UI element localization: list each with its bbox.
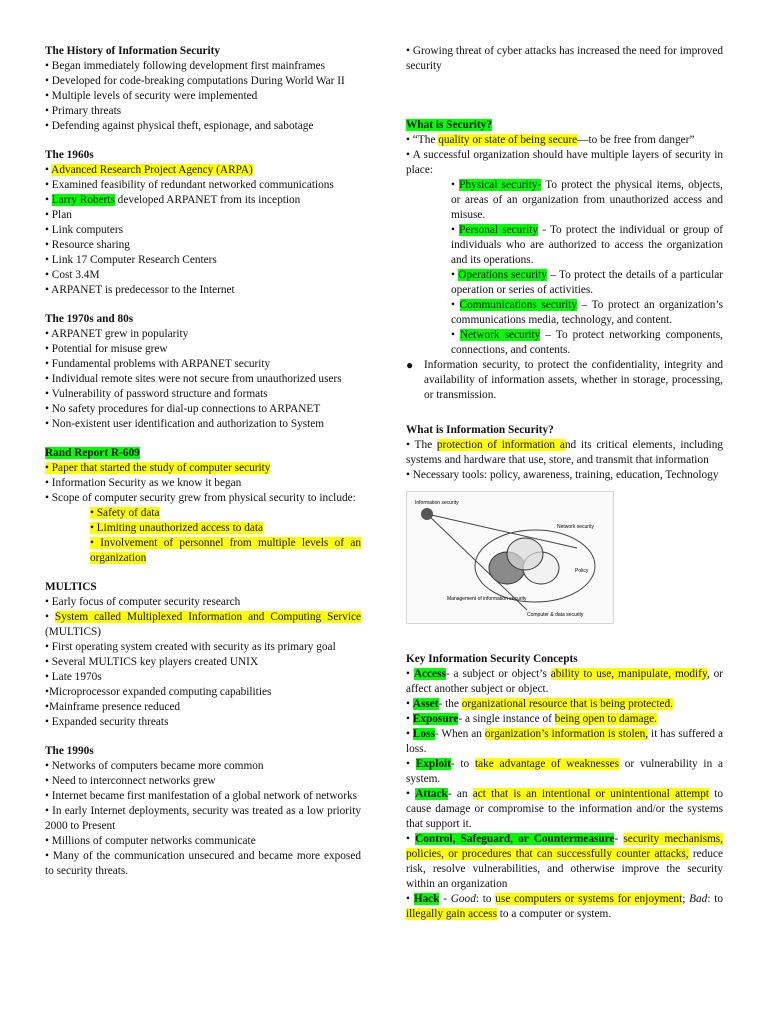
text: - to [450, 758, 475, 770]
list-item: • Necessary tools: policy, awareness, training, education, Technology [406, 469, 719, 481]
sub-list-item [406, 223, 723, 268]
section-1990s-heading: The 1990s [45, 745, 94, 757]
history-heading: The History of Information Security [45, 45, 221, 57]
highlight: • Involvement of personnel from multiple levels of an organization [90, 537, 361, 564]
concept-access: • Access- a subject or object’s ability to use, manipulate, modify, or affect another subject or object. [406, 668, 724, 695]
highlight: Hack [413, 893, 440, 905]
list-item: • In early Internet deployments, security was treated as a low priority 2000 to Present [45, 805, 361, 832]
list-item: • Began immediately following development first mainframes [45, 60, 326, 72]
concept-exploit: • Exploit- to take advantage of weaknesses or vulnerability in a system. [406, 758, 724, 785]
list-item: • Primary threats [45, 105, 122, 117]
globe-icon [421, 508, 433, 520]
list-item: • Plan [45, 209, 72, 221]
highlight: Network security [460, 329, 541, 341]
list-item: • Link computers [45, 224, 123, 236]
key-concepts-heading: Key Information Security Concepts [406, 653, 578, 665]
highlight: Rand Report R-609 [45, 447, 140, 459]
highlight: protection of information a [436, 439, 565, 451]
highlight: Loss [412, 728, 435, 740]
list-item: • Link 17 Computer Research Centers [45, 254, 217, 266]
list-item: • Millions of computer networks communicate [45, 835, 256, 847]
highlight: use computers or systems for enjoyment [495, 893, 683, 905]
list-item: • Late 1970s [45, 671, 102, 683]
concept-control: • Control, Safeguard, or Countermeasure- security mechanisms, policies, or procedures that can successfully counter attacks, reduce risk, resolve vulnerabilities, and otherwise improve the security within an organization [406, 833, 723, 890]
diagram-line [427, 514, 577, 548]
label-network: Network security [557, 524, 594, 530]
highlight: • Paper that started the study of computer security [45, 462, 271, 474]
list-item: • Networks of computers became more common [45, 760, 264, 772]
list-item: • Non-existent user identification and authorization to System [45, 418, 325, 430]
text: - To protect the individual or group of individuals who are authorized to access the organization and its operations. [451, 224, 723, 266]
label-mgmt: Management of information security [447, 596, 527, 602]
what-is-infosec-heading: What is Information Security? [406, 424, 554, 436]
figure-diagram [407, 492, 613, 623]
highlight: organizational resource that is being protected. [461, 698, 673, 710]
list-item: • Need to interconnect networks grew [45, 775, 216, 787]
sub-list-item [45, 506, 361, 521]
text: to a computer or system. [496, 908, 612, 920]
text: nd its critical elements, including systems and hardware that use, store, and transmit that information [406, 439, 723, 466]
highlight: Exploit [415, 758, 451, 770]
bullet: • [451, 329, 460, 341]
bullet: • [45, 611, 55, 623]
list-item [406, 133, 723, 148]
list-item: • Early focus of computer security research [45, 596, 241, 608]
text: it has suffered a loss. [406, 728, 723, 755]
list-item: • A successful organization should have multiple layers of security in place: [406, 149, 723, 176]
highlight: Communications security [459, 299, 578, 311]
sub-list-item [45, 521, 361, 536]
label-policy: Policy [575, 568, 589, 574]
list-item: • Individual remote sites were not secure from unauthorized users [45, 373, 342, 385]
highlight: organization’s information is stolen, [484, 728, 649, 740]
text: - a subject or object’s [445, 668, 551, 680]
sub-list-item [406, 268, 723, 298]
list-item: • Examined feasibility of redundant networked communications [45, 179, 334, 191]
highlight: being open to damage. [554, 713, 657, 725]
list-item [45, 461, 361, 476]
sub-list-item [406, 178, 723, 223]
sub-list-item [45, 536, 361, 566]
list-item: • Internet became first manifestation of a global network of networks [45, 790, 358, 802]
text: Bad [689, 893, 708, 905]
bullet: • [451, 224, 460, 236]
highlight: act that is an intentional or unintentional attempt [472, 788, 709, 800]
text: - a single instance of [458, 713, 555, 725]
list-item: • Several MULTICS key players created UNIX [45, 656, 259, 668]
list-item: • Resource sharing [45, 239, 130, 251]
highlight: Larry Roberts [51, 194, 115, 206]
text: - When an [434, 728, 485, 740]
highlight: take advantage of weaknesses [474, 758, 619, 770]
list-item: • Defending against physical theft, espionage, and sabotage [45, 120, 314, 132]
list-item: • Many of the communication unsecured and became more exposed to security threats. [45, 850, 361, 877]
text: to cause damage or compromise to the information and/or the systems that support it. [406, 788, 723, 830]
list-item [406, 358, 723, 403]
list-item: • Multiple levels of security were implemented [45, 90, 258, 102]
list-item: • Developed for code-breaking computations During World War II [45, 75, 345, 87]
multics-heading: MULTICS [45, 581, 97, 593]
list-item: • Information Security as we know it began [45, 477, 242, 489]
list-item: •Mainframe presence reduced [45, 701, 181, 713]
highlight: security mechanisms, policies, or procedures that can successfully counter attacks, [406, 833, 723, 860]
rand-report-heading [45, 446, 361, 461]
text: – To protect networking components, connections, and contents. [451, 329, 723, 356]
concept-exposure: • Exposure- a single instance of being open to damage. [406, 713, 657, 725]
highlight: Personal security [459, 224, 539, 236]
bullet: • [451, 269, 459, 281]
highlight: Asset [412, 698, 439, 710]
list-item: • Larry Roberts developed ARPANET from its inception [45, 194, 301, 206]
text: • The [406, 439, 437, 451]
highlight: What is Security? [406, 119, 492, 131]
highlight: ability to use, manipulate, modify [550, 668, 707, 680]
section-1960s-heading: The 1960s [45, 149, 94, 161]
list-item: • ARPANET is predecessor to the Internet [45, 284, 235, 296]
text: Information security, to protect the confidentiality, integrity and availability of information assets, whether in storage, processing, or transmission. [424, 359, 723, 401]
text: developed ARPANET from its inception [114, 194, 301, 206]
list-item: • Advanced Research Project Agency (ARPA) [45, 164, 253, 176]
circle-network [507, 538, 543, 570]
text: reduce risk, resolve vulnerabilities, and otherwise improve the security within an organization [406, 848, 723, 890]
security-components-figure [406, 491, 614, 624]
highlight: Physical security- [459, 179, 542, 191]
list-item [406, 438, 723, 468]
concept-loss: • Loss- When an organization’s information is stolen, it has suffered a loss. [406, 728, 723, 755]
list-item: •Microprocessor expanded computing capabilities [45, 686, 272, 698]
text: – To protect the details of a particular operation or series of activities. [451, 269, 724, 296]
text: , or affect another subject or object. [406, 668, 724, 695]
list-item: • ARPANET grew in popularity [45, 328, 189, 340]
text: ; [682, 893, 690, 905]
text: - the [438, 698, 462, 710]
text: : to [707, 893, 724, 905]
list-item: • Vulnerability of password structure and formats [45, 388, 268, 400]
bullet: • [451, 299, 460, 311]
list-item: • Fundamental problems with ARPANET security [45, 358, 271, 370]
text: (MULTICS) [45, 626, 102, 638]
highlight: Access [413, 668, 446, 680]
sub-list-item [406, 298, 723, 328]
list-item: • First operating system created with security as its primary goal [45, 641, 336, 653]
highlight: Advanced Research Project Agency (ARPA) [51, 164, 253, 176]
text: - [614, 833, 624, 845]
highlight: • Safety of data [90, 507, 160, 519]
text: Good [450, 893, 476, 905]
list-item: • Scope of computer security grew from physical security to include: [45, 492, 356, 504]
label-computer: Computer & data security [527, 612, 584, 618]
left-column [45, 44, 361, 879]
sub-list-item [406, 328, 723, 358]
concept-attack: • Attack- an act that is an intentional or unintentional attempt to cause damage or compromise to the information and/or the systems that support it. [406, 788, 723, 830]
list-item: • Cost 3.4M [45, 269, 100, 281]
text: - [439, 893, 451, 905]
concept-asset: • Asset- the organizational resource that is being protected. [406, 698, 673, 710]
section-1970s-heading: The 1970s and 80s [45, 313, 134, 325]
text: - an [447, 788, 473, 800]
text: – To protect an organization’s communications media, technology, and content. [451, 299, 723, 326]
text: • “The [406, 134, 439, 146]
bullet: • [451, 179, 460, 191]
concept-hack: • Hack - Good: to use computers or systems for enjoyment; Bad: to illegally gain access to a computer or system. [406, 893, 724, 920]
highlight: quality or state of being secure [438, 134, 578, 146]
highlight: Operations security [458, 269, 547, 281]
label-infosec: Information security [415, 500, 459, 506]
highlight: • Limiting unauthorized access to data [90, 522, 264, 534]
highlight: Exposure [412, 713, 459, 725]
highlight: Control, Safeguard, or Countermeasure [415, 833, 615, 845]
text: or vulnerability in a system. [406, 758, 724, 785]
right-column [406, 44, 723, 922]
highlight: System called Multiplexed Information and Computing Service [54, 611, 362, 623]
list-item [45, 610, 361, 640]
list-item: • No safety procedures for dial-up connections to ARPANET [45, 403, 321, 415]
text: : to [475, 893, 496, 905]
text: —to be free from danger” [577, 134, 695, 146]
what-is-security-heading [406, 118, 723, 133]
list-item: • Potential for misuse grew [45, 343, 168, 355]
bullet-icon: ● [406, 358, 414, 372]
highlight: Attack [415, 788, 448, 800]
text: To protect the physical items, objects, or areas of an organization from unauthorized access and misuse. [451, 179, 723, 221]
highlight: illegally gain access [406, 908, 497, 920]
list-item: • Growing threat of cyber attacks has increased the need for improved security [406, 45, 723, 72]
list-item: • Expanded security threats [45, 716, 169, 728]
